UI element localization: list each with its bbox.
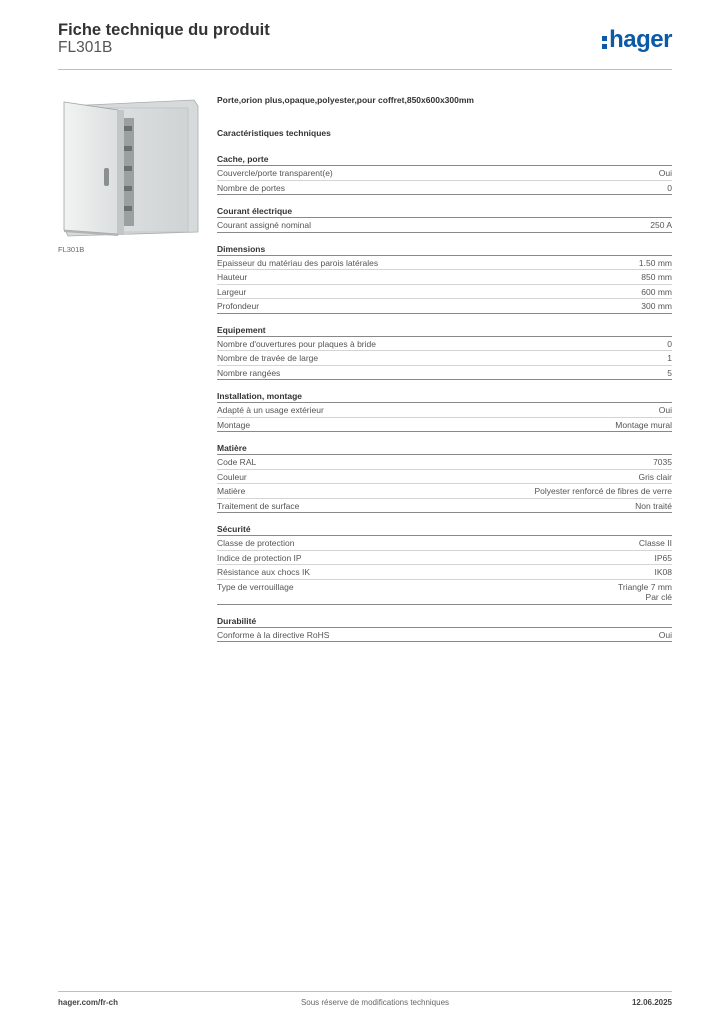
section-title: Sécurité xyxy=(217,523,672,536)
spec-value: Oui xyxy=(658,168,672,178)
spec-row xyxy=(217,337,672,352)
spec-label: Montage xyxy=(217,419,251,430)
spec-value: Gris clair xyxy=(638,471,672,482)
spec-label: Adapté à un usage extérieur xyxy=(217,405,324,415)
section-title: Cache, porte xyxy=(217,153,672,166)
spec-label: Epaisseur du matériau des parois latérales xyxy=(217,257,379,268)
footer-notice: Sous réserve de modifications techniques xyxy=(300,998,450,1007)
section-title: Durabilité xyxy=(217,615,672,628)
spec-section xyxy=(217,442,672,513)
spec-section xyxy=(217,523,672,605)
hager-logo xyxy=(602,26,672,54)
spec-label: Nombre de travée de large xyxy=(217,353,319,363)
section-title: Dimensions xyxy=(217,243,672,256)
spec-section xyxy=(217,390,672,432)
spec-value: Montage mural xyxy=(615,419,672,430)
footer-divider xyxy=(58,991,672,992)
spec-value: Oui xyxy=(658,629,672,640)
spec-row xyxy=(217,351,672,366)
spec-value: 250 A xyxy=(650,220,672,230)
electrical-cabinet-icon xyxy=(58,96,202,240)
spec-label: Indice de protection IP xyxy=(217,552,302,563)
spec-row xyxy=(217,299,672,314)
spec-row xyxy=(217,256,672,271)
spec-label: Conforme à la directive RoHS xyxy=(217,629,330,640)
spec-value: IK08 xyxy=(654,567,672,577)
spec-sections xyxy=(217,153,672,642)
spec-content xyxy=(217,95,672,652)
spec-row xyxy=(217,536,672,551)
spec-label: Résistance aux chocs IK xyxy=(217,567,311,577)
spec-row xyxy=(217,270,672,285)
header-divider xyxy=(58,69,672,70)
spec-value: 5 xyxy=(667,367,672,378)
spec-label: Profondeur xyxy=(217,301,260,311)
spec-value: 1 xyxy=(667,353,672,363)
image-caption: FL301B xyxy=(58,245,85,254)
spec-section xyxy=(217,153,672,195)
spec-row xyxy=(217,403,672,418)
spec-label: Traitement de surface xyxy=(217,500,300,511)
product-description: Porte,orion plus,opaque,polyester,pour coffret,850x600x300mm xyxy=(217,95,474,105)
spec-value: Classe II xyxy=(638,538,672,548)
spec-label: Type de verrouillage xyxy=(217,581,294,592)
spec-value: 0 xyxy=(667,182,672,193)
spec-value: Non traité xyxy=(635,500,672,511)
page-title: Fiche technique du produit xyxy=(58,21,270,39)
section-title: Equipement xyxy=(217,324,672,337)
spec-value: 1.50 mm xyxy=(638,257,672,268)
spec-section xyxy=(217,324,672,381)
footer-date: 12.06.2025 xyxy=(631,998,672,1007)
spec-row xyxy=(217,580,672,605)
spec-value: 600 mm xyxy=(641,286,672,297)
spec-label: Code RAL xyxy=(217,457,257,467)
section-title: Installation, montage xyxy=(217,390,672,403)
spec-row xyxy=(217,218,672,233)
logo-dots-icon xyxy=(602,36,607,49)
spec-value: 300 mm xyxy=(641,301,672,311)
spec-label: Largeur xyxy=(217,286,247,297)
spec-row xyxy=(217,166,672,181)
spec-section xyxy=(217,205,672,233)
product-image xyxy=(58,96,202,240)
spec-value: 7035 xyxy=(653,457,672,467)
section-title: Courant électrique xyxy=(217,205,672,218)
spec-row xyxy=(217,499,672,514)
spec-row xyxy=(217,285,672,300)
spec-value: Triangle 7 mm Par clé xyxy=(617,581,672,602)
spec-label: Hauteur xyxy=(217,272,248,282)
spec-label: Nombre rangées xyxy=(217,367,281,378)
spec-row xyxy=(217,418,672,433)
spec-row xyxy=(217,565,672,580)
spec-label: Couvercle/porte transparent(e) xyxy=(217,168,333,178)
spec-row xyxy=(217,366,672,381)
specs-heading: Caractéristiques techniques xyxy=(217,128,331,138)
spec-row xyxy=(217,551,672,566)
spec-value: 0 xyxy=(667,338,672,349)
spec-value: IP65 xyxy=(654,552,672,563)
spec-value: 850 mm xyxy=(641,272,672,282)
spec-label: Courant assigné nominal xyxy=(217,220,312,230)
section-title: Matière xyxy=(217,442,672,455)
product-reference: FL301B xyxy=(58,39,113,56)
spec-section xyxy=(217,243,672,314)
page-footer xyxy=(58,998,672,1007)
spec-label: Matière xyxy=(217,486,246,496)
spec-label: Couleur xyxy=(217,471,247,482)
spec-value: Oui xyxy=(658,405,672,415)
spec-label: Nombre d'ouvertures pour plaques à bride xyxy=(217,338,376,349)
spec-section xyxy=(217,615,672,643)
spec-label: Classe de protection xyxy=(217,538,295,548)
spec-row xyxy=(217,628,672,643)
footer-website: hager.com/fr-ch xyxy=(58,998,119,1007)
spec-row xyxy=(217,181,672,196)
spec-value: Polyester renforcé de fibres de verre xyxy=(534,486,672,496)
spec-row xyxy=(217,470,672,485)
spec-row xyxy=(217,484,672,499)
spec-row xyxy=(217,455,672,470)
spec-label: Nombre de portes xyxy=(217,182,286,193)
logo-text: hager xyxy=(609,26,672,53)
